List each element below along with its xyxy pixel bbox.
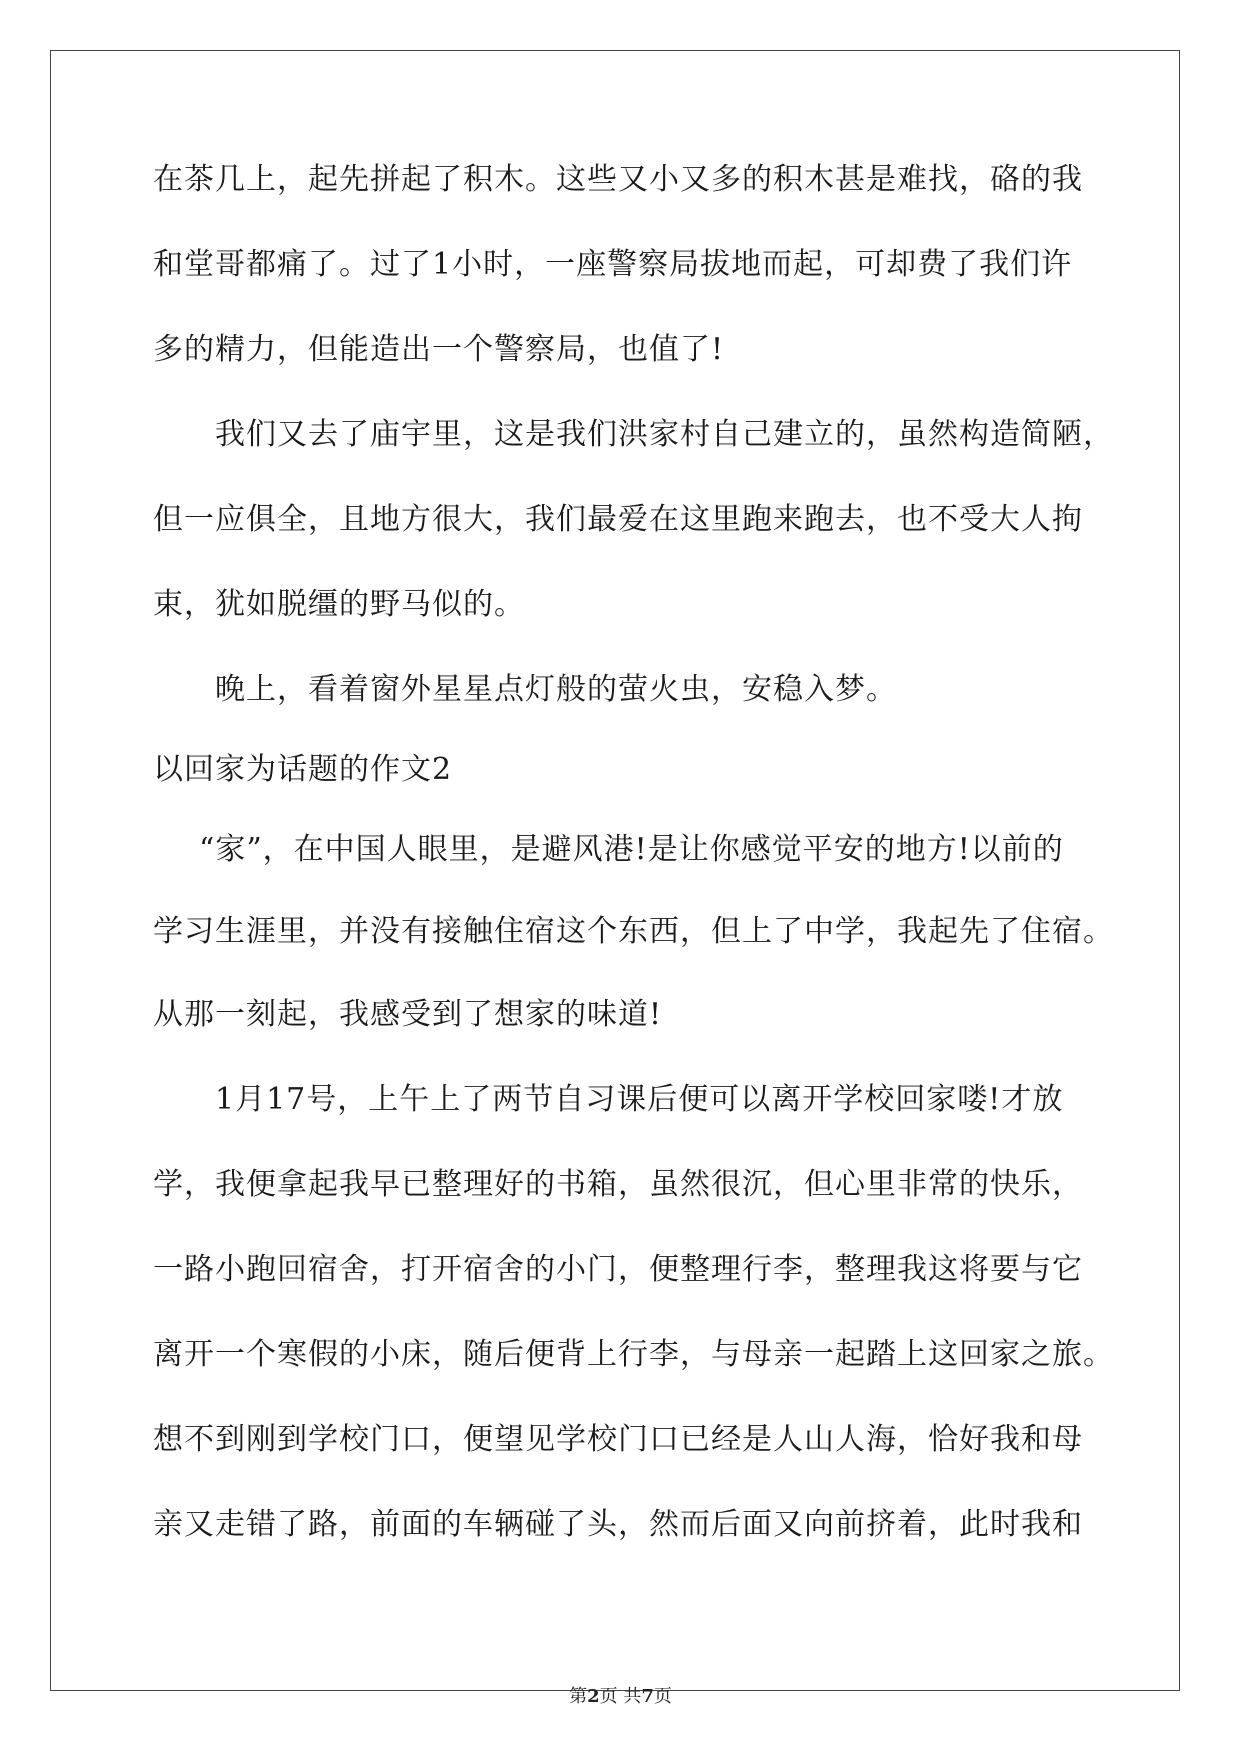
text-line: “家”，在中国人眼里，是避风港!是让你感觉平安的地方!以前的 bbox=[199, 832, 1064, 867]
text-line: 多的精力，但能造出一个警察局，也值了! bbox=[153, 332, 725, 367]
page-mid: 页 共 bbox=[599, 1686, 642, 1707]
text-line: 和堂哥都痛了。过了1小时，一座警察局拔地而起，可却费了我们许 bbox=[153, 247, 1073, 282]
text-line: 亲又走错了路，前面的车辆碰了头，然而后面又向前挤着，此时我和 bbox=[153, 1507, 1083, 1542]
page-prefix: 第 bbox=[569, 1686, 588, 1707]
text-line: 学，我便拿起我早已整理好的书箱，虽然很沉，但心里非常的快乐， bbox=[153, 1167, 1083, 1202]
text-line: 我们又去了庙宇里，这是我们洪家村自己建立的，虽然构造简陋， bbox=[215, 417, 1114, 452]
text-line: 一路小跑回宿舍，打开宿舍的小门，便整理行李，整理我这将要与它 bbox=[153, 1252, 1083, 1287]
text-line: 晚上，看着窗外星星点灯般的萤火虫，安稳入梦。 bbox=[215, 672, 897, 707]
total-pages-number: 7 bbox=[641, 1686, 654, 1707]
page-suffix: 页 bbox=[653, 1686, 672, 1707]
text-line: 束，犹如脱缰的野马似的。 bbox=[153, 587, 525, 622]
text-line: 离开一个寒假的小床，随后便背上行李，与母亲一起踏上这回家之旅。 bbox=[153, 1337, 1114, 1372]
text-line: 但一应俱全，且地方很大，我们最爱在这里跑来跑去，也不受大人拘 bbox=[153, 502, 1083, 537]
section-heading: 以回家为话题的作文2 bbox=[153, 752, 453, 787]
text-line: 想不到刚到学校门口，便望见学校门口已经是人山人海，恰好我和母 bbox=[153, 1422, 1083, 1457]
text-line: 学习生涯里，并没有接触住宿这个东西，但上了中学，我起先了住宿。 bbox=[153, 914, 1114, 949]
text-line: 在茶几上，起先拼起了积木。这些又小又多的积木甚是难找，硌的我 bbox=[153, 162, 1083, 197]
text-line: 1月17号，上午上了两节自习课后便可以离开学校回家喽!才放 bbox=[215, 1082, 1064, 1117]
page-footer bbox=[0, 1682, 1241, 1708]
text-line: 从那一刻起，我感受到了想家的味道! bbox=[153, 997, 663, 1032]
current-page-number: 2 bbox=[587, 1686, 600, 1707]
